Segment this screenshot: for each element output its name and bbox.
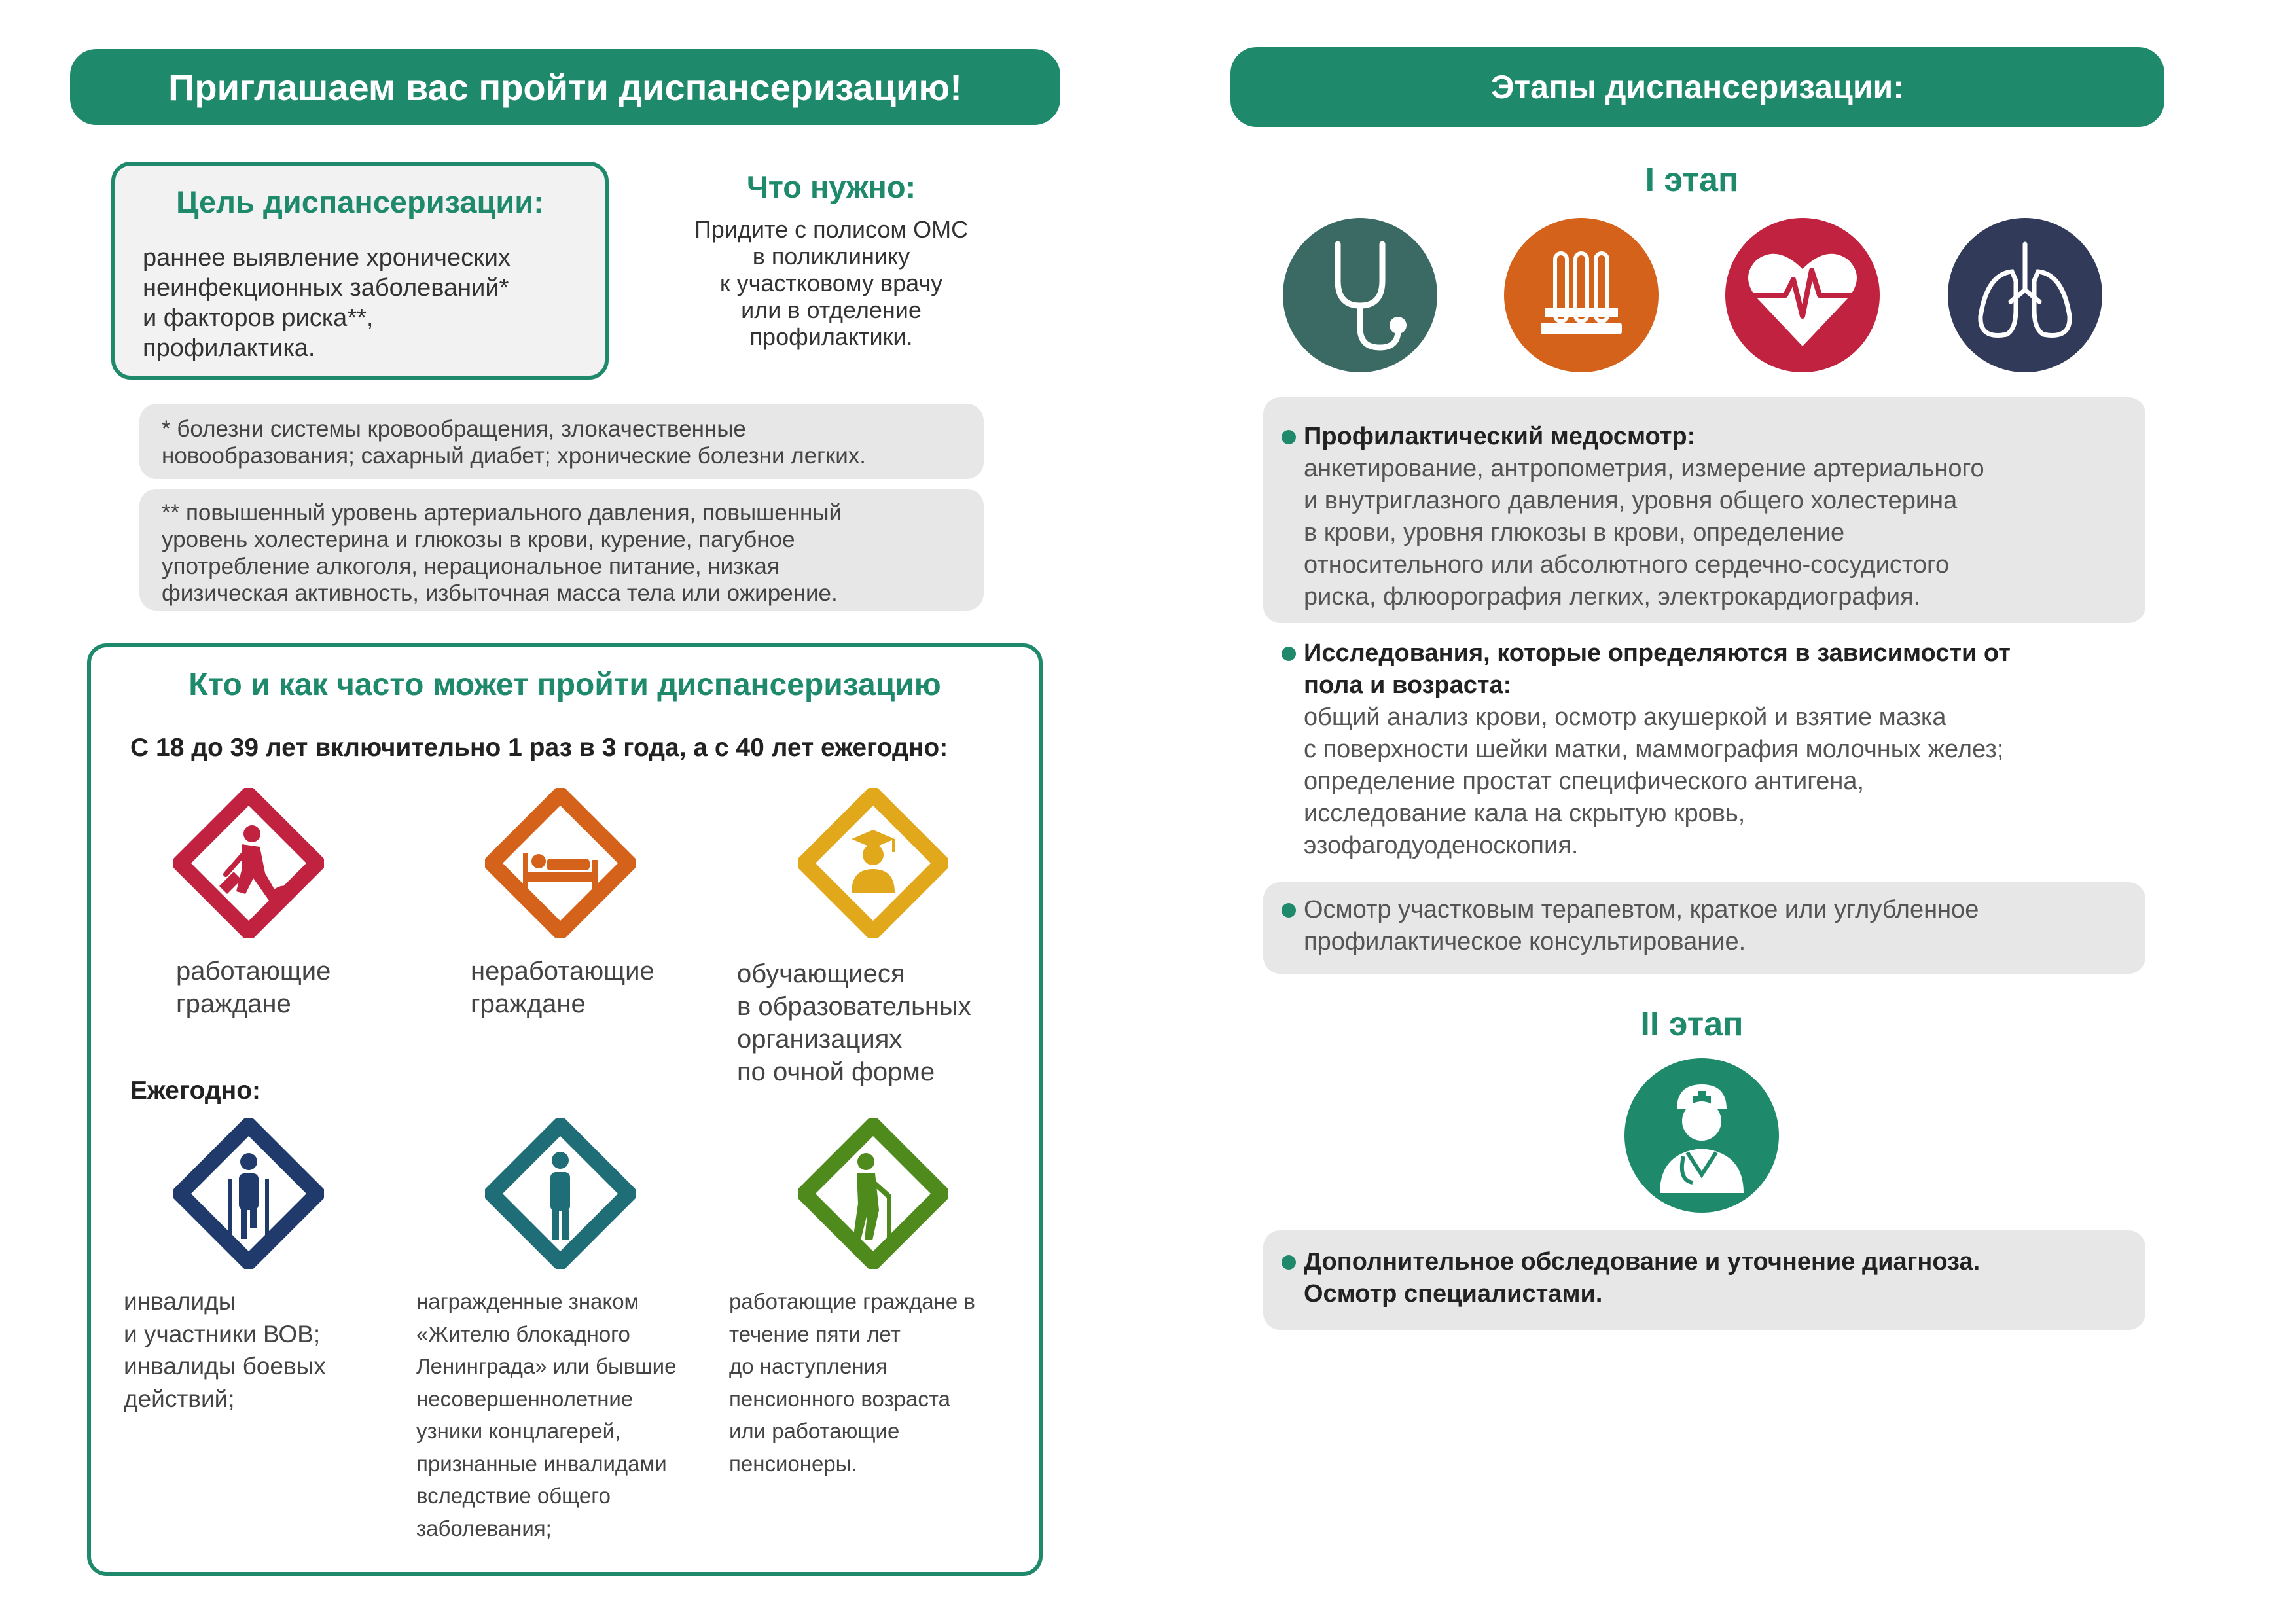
footnote-line: физическая активность, избыточная масса тела или ожирение. [162,580,838,606]
group-line: действий; [124,1385,235,1412]
bullet [1282,647,1296,661]
goal-title: Цель диспансеризации: [176,185,544,219]
group-line: пенсионеры. [729,1451,857,1476]
group-line: работающие граждане в [729,1289,975,1313]
group-line: работающие [176,957,331,986]
item-head: Дополнительное обследование и уточнение диагноза. [1304,1248,1981,1275]
group-line: до наступления [729,1354,888,1378]
graduate-student-icon [798,788,948,938]
right-banner-title: Этапы диспансеризации: [1491,69,1904,105]
group-line: граждане [176,990,291,1018]
group-line: граждане [471,990,586,1018]
group-line: инвалиды боевых [124,1353,326,1380]
yearly-label: Ежегодно: [130,1077,260,1105]
group-label-wwii [124,1285,359,1415]
group-line: в образовательных [737,992,971,1021]
who-frequency: С 18 до 39 лет включительно 1 раз в 3 года, а с 40 лет ежегодно: [130,734,948,762]
right-banner [1230,47,2164,127]
item-body-line: в крови, уровня глюкозы в крови, определение [1304,519,1845,546]
need-text [648,216,1014,350]
stage1-item-medcheck [1263,397,2145,623]
item-body-line: определение простат специфического антигена, [1304,768,1865,795]
group-line: или работающие [729,1419,900,1443]
need-title: Что нужно: [746,169,916,204]
footnote-line: ** повышенный уровень артериального давления, повышенный [162,500,842,526]
stage1-item-therapist [1263,882,2145,974]
goal-line: и факторов риска**, [143,304,374,332]
group-line: организациях [737,1025,903,1054]
bullet [1282,430,1296,444]
group-line: и участники ВОВ; [124,1320,321,1347]
doctor-icon [1624,1058,1779,1213]
item-body-line: и внутриглазного давления, уровня общего холестерина [1304,487,1958,514]
footnote-risks [139,489,984,611]
item-body-line: профилактическое консультирование. [1304,928,1746,955]
test-tubes-icon [1504,218,1659,372]
goal-box [111,162,609,380]
worker-digging-icon [173,788,324,938]
footnote-line: * болезни системы кровообращения, злокачественные [162,416,746,442]
item-body-line: эзофагодуоденоскопия. [1304,832,1579,859]
item-head: пола и возраста: [1304,671,1512,699]
footnote-line: уровень холестерина и глюкозы в крови, курение, пагубное [162,527,795,552]
goal-line: неинфекционных заболеваний* [143,274,509,302]
footnote-diseases [139,404,984,479]
group-line: инвалиды [124,1288,236,1315]
bullet [1282,903,1296,918]
stage1-title: I этап [1645,161,1739,199]
who-title: Кто и как часто может пройти диспансеризацию [188,668,941,702]
group-line: признанные инвалидами [416,1451,667,1476]
bullet [1282,1255,1296,1270]
goal-line: профилактика. [143,334,315,362]
item-body-line: риска, флюорография легких, электрокардиография. [1304,583,1921,611]
heart-cardiogram-icon [1725,218,1880,372]
group-label-pre-pension [729,1285,1030,1480]
lungs-icon [1948,218,2102,372]
stage1-item-research [1263,637,2145,866]
left-banner-title: Приглашаем вас пройти диспансеризацию! [168,66,962,108]
left-banner [70,49,1060,125]
goal-line: раннее выявление хронических [143,244,511,272]
group-line: вследствие общего [416,1484,611,1508]
group-line: неработающие [471,957,655,986]
group-line: узники концлагерей, [416,1419,621,1443]
group-label-students [737,957,1018,1088]
item-body-line: анкетирование, антропометрия, измерение артериального [1304,455,1984,482]
need-line: профилактики. [749,323,913,350]
need-line: к участковому врачу [719,270,943,296]
footnote-line: употребление алкоголя, нерациональное питание, низкая [162,554,780,579]
item-head: Исследования, которые определяются в зависимости от [1304,639,2011,667]
item-body-line: общий анализ крови, осмотр акушеркой и взятие мазка [1304,704,1946,731]
group-line: «Жителю блокадного [416,1321,630,1346]
group-line: несовершеннолетние [416,1386,634,1411]
group-line: течение пяти лет [729,1321,901,1346]
group-line: заболевания; [416,1516,552,1541]
item-body-line: относительного или абсолютного сердечно-сосудистого [1304,551,1950,579]
elderly-with-cane-icon [798,1118,948,1269]
who-box [87,643,1043,1576]
stethoscope-icon [1283,218,1437,372]
group-line: по очной форме [737,1058,935,1086]
item-body-line: с поверхности шейки матки, маммография молочных желез; [1304,736,2004,763]
footnote-line: новообразования; сахарный диабет; хронические болезни легких. [162,443,867,469]
group-line: награжденные знаком [416,1289,639,1313]
need-line: или в отделение [741,296,922,323]
stage2-title: II этап [1640,1005,1744,1043]
group-line: пенсионного возраста [729,1386,950,1411]
person-in-bed-icon [485,788,636,938]
group-line: обучающиеся [737,959,905,988]
group-label-leningrad [416,1285,724,1544]
group-label-working [176,955,386,1020]
item-head: Осмотр специалистами. [1304,1280,1603,1308]
need-line: в поликлинику [752,243,910,270]
item-body-line: исследование кала на скрытую кровь, [1304,800,1746,827]
item-head: Профилактический медосмотр: [1304,423,1696,450]
person-with-crutches-icon [173,1118,324,1269]
group-label-nonworking [471,955,706,1020]
item-body-line: Осмотр участковым терапевтом, краткое или углубленное [1304,896,1979,923]
person-standing-icon [485,1118,636,1269]
goal-text [143,243,601,363]
stage2-item-additional [1263,1230,2145,1330]
group-line: Ленинграда» или бывшие [416,1354,677,1378]
need-line: Придите с полисом ОМС [694,216,969,243]
